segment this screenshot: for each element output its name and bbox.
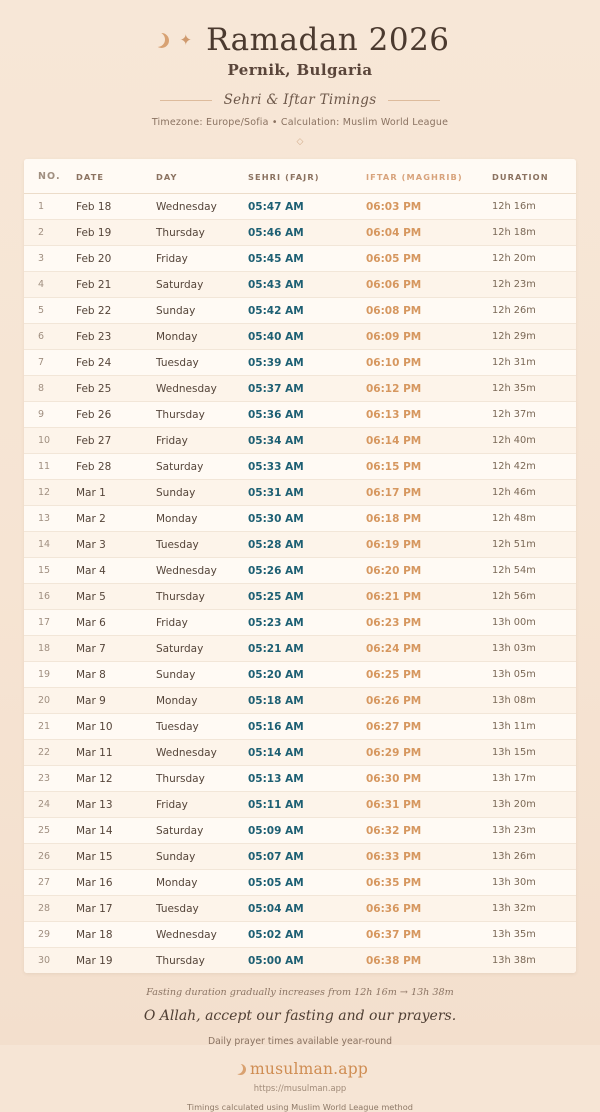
table-row — [24, 532, 576, 558]
cell-iftar: 06:33 PM — [366, 844, 492, 870]
table-row — [24, 714, 576, 740]
cell-day: Monday — [156, 506, 248, 532]
cell-date: Mar 7 — [76, 636, 156, 662]
column-header-iftar: IFTAR (MAGHRIB) — [366, 159, 492, 194]
crescent-moon-icon — [150, 32, 167, 49]
cell-iftar: 06:09 PM — [366, 324, 492, 350]
column-header-sehri: SEHRI (FAJR) — [248, 159, 366, 194]
cell-iftar: 06:06 PM — [366, 272, 492, 298]
table-row — [24, 558, 576, 584]
cell-no: 29 — [24, 922, 76, 948]
cell-day: Monday — [156, 870, 248, 896]
table-header-row — [24, 159, 576, 194]
page-title: Ramadan 2026 — [206, 22, 450, 58]
cell-day: Friday — [156, 428, 248, 454]
cell-iftar: 06:29 PM — [366, 740, 492, 766]
cell-sehri: 05:47 AM — [248, 194, 366, 220]
cell-date: Mar 18 — [76, 922, 156, 948]
cell-date: Mar 19 — [76, 954, 113, 967]
cell-no: 15 — [24, 558, 76, 584]
cell-no: 5 — [24, 298, 76, 324]
cell-sehri: 05:07 AM — [248, 844, 366, 870]
cell-iftar: 06:17 PM — [366, 480, 492, 506]
cell-sehri: 05:21 AM — [248, 636, 366, 662]
cell-date: Mar 10 — [76, 714, 156, 740]
cell-day: Wednesday — [156, 922, 248, 948]
cell-sehri: 05:04 AM — [248, 896, 366, 922]
cell-no: 21 — [24, 714, 76, 740]
cell-sehri: 05:33 AM — [248, 454, 366, 480]
cell-iftar: 06:03 PM — [366, 194, 492, 220]
cell-iftar: 06:13 PM — [366, 402, 492, 428]
cell-duration: 12h 54m — [492, 558, 576, 584]
cell-duration: 12h 40m — [492, 428, 576, 454]
cell-day: Tuesday — [156, 350, 248, 376]
cell-duration: 13h 03m — [492, 636, 576, 662]
cell-sehri: 05:39 AM — [248, 350, 366, 376]
cell-date: Feb 23 — [76, 324, 156, 350]
table-row — [24, 818, 576, 844]
cell-iftar: 06:18 PM — [366, 506, 492, 532]
cell-duration: 13h 00m — [492, 610, 576, 636]
cell-iftar: 06:14 PM — [366, 428, 492, 454]
cell-duration: 13h 30m — [492, 870, 576, 896]
cell-sehri: 05:36 AM — [248, 402, 366, 428]
brand-crescent-moon-icon — [232, 1063, 244, 1075]
cell-no: 4 — [24, 272, 76, 298]
cell-day: Saturday — [156, 636, 248, 662]
cell-date: Feb 22 — [76, 298, 156, 324]
cell-date: Mar 5 — [76, 584, 156, 610]
table-row — [24, 766, 576, 792]
cell-no: 6 — [24, 324, 76, 350]
table-row — [24, 350, 576, 376]
brand-name[interactable]: musulman.app — [250, 1060, 368, 1078]
table-row — [24, 896, 576, 922]
cell-sehri: 05:31 AM — [248, 480, 366, 506]
cell-sehri: 05:18 AM — [248, 688, 366, 714]
table-row — [24, 636, 576, 662]
cell-no: 13 — [24, 506, 76, 532]
cell-day: Wednesday — [156, 376, 248, 402]
cell-day: Friday — [156, 246, 248, 272]
cell-iftar: 06:32 PM — [366, 818, 492, 844]
cell-iftar: 06:23 PM — [366, 610, 492, 636]
cell-sehri: 05:37 AM — [248, 376, 366, 402]
cell-sehri: 05:00 AM — [248, 954, 304, 967]
cell-date: Feb 19 — [76, 220, 156, 246]
cell-duration: 13h 35m — [492, 922, 576, 948]
cell-day: Wednesday — [156, 740, 248, 766]
column-header-duration: DURATION — [492, 159, 576, 194]
cell-iftar: 06:12 PM — [366, 376, 492, 402]
cell-date: Mar 3 — [76, 532, 156, 558]
cell-date: Mar 11 — [76, 740, 156, 766]
cell-no: 22 — [24, 740, 76, 766]
table-row — [24, 740, 576, 766]
cell-date: Mar 16 — [76, 870, 156, 896]
column-header-no: NO. — [24, 159, 76, 194]
cell-day: Wednesday — [156, 558, 248, 584]
cell-no: 17 — [24, 610, 76, 636]
cell-day: Friday — [156, 792, 248, 818]
cell-sehri: 05:26 AM — [248, 558, 366, 584]
cell-date: Feb 24 — [76, 350, 156, 376]
cell-day: Sunday — [156, 844, 248, 870]
table-row — [24, 246, 576, 272]
divider-right — [388, 100, 440, 101]
cell-no: 16 — [24, 584, 76, 610]
cell-no: 12 — [24, 480, 76, 506]
section-label: Sehri & Iftar Timings — [223, 92, 377, 108]
cell-day: Thursday — [156, 584, 248, 610]
cell-date: Mar 4 — [76, 558, 156, 584]
cell-sehri: 05:02 AM — [248, 922, 366, 948]
cell-date: Feb 21 — [76, 272, 156, 298]
cell-no: 7 — [24, 350, 76, 376]
cell-duration: 13h 38m — [492, 955, 536, 966]
cell-sehri: 05:42 AM — [248, 298, 366, 324]
cell-date: Feb 18 — [76, 194, 156, 220]
cell-date: Mar 2 — [76, 506, 156, 532]
page-header — [0, 0, 600, 147]
cell-duration: 12h 26m — [492, 298, 576, 324]
cell-day: Saturday — [156, 454, 248, 480]
cell-sehri: 05:25 AM — [248, 584, 366, 610]
cell-iftar: 06:31 PM — [366, 792, 492, 818]
cell-iftar: 06:04 PM — [366, 220, 492, 246]
cell-no: 25 — [24, 818, 76, 844]
cell-duration: 12h 56m — [492, 584, 576, 610]
cell-sehri: 05:23 AM — [248, 610, 366, 636]
cell-day: Thursday — [156, 220, 248, 246]
star-icon: ✦ — [179, 30, 193, 49]
cell-duration: 12h 20m — [492, 246, 576, 272]
table-row — [24, 454, 576, 480]
table-row — [24, 792, 576, 818]
cell-iftar: 06:15 PM — [366, 454, 492, 480]
table-row — [24, 298, 576, 324]
cell-day: Sunday — [156, 298, 248, 324]
cell-no: 28 — [24, 896, 76, 922]
cell-iftar: 06:27 PM — [366, 714, 492, 740]
cell-no: 26 — [24, 844, 76, 870]
title-row — [0, 22, 600, 58]
cell-day: Thursday — [156, 402, 248, 428]
cell-iftar: 06:35 PM — [366, 870, 492, 896]
cell-iftar: 06:19 PM — [366, 532, 492, 558]
table-row — [24, 584, 576, 610]
cell-duration: 12h 31m — [492, 350, 576, 376]
cell-day: Tuesday — [156, 532, 248, 558]
cell-date: Mar 15 — [76, 844, 156, 870]
cell-duration: 12h 23m — [492, 272, 576, 298]
section-label-row — [0, 92, 600, 108]
cell-sehri: 05:20 AM — [248, 662, 366, 688]
cell-duration: 12h 18m — [492, 220, 576, 246]
cell-no: 27 — [24, 870, 76, 896]
cell-sehri: 05:14 AM — [248, 740, 366, 766]
page-footer — [0, 987, 600, 1112]
cell-duration: 13h 23m — [492, 818, 576, 844]
cell-day: Monday — [156, 324, 248, 350]
cell-day: Tuesday — [156, 714, 248, 740]
diamond-ornament-icon: ◇ — [296, 137, 304, 147]
cell-iftar: 06:38 PM — [366, 954, 422, 967]
cell-duration: 12h 46m — [492, 480, 576, 506]
cell-duration: 12h 48m — [492, 506, 576, 532]
cell-duration: 13h 20m — [492, 792, 576, 818]
cell-sehri: 05:46 AM — [248, 220, 366, 246]
cell-duration: 12h 35m — [492, 376, 576, 402]
cell-day: Thursday — [156, 766, 248, 792]
table-row — [24, 272, 576, 298]
cell-iftar: 06:26 PM — [366, 688, 492, 714]
cell-duration: 13h 17m — [492, 766, 576, 792]
cell-iftar: 06:10 PM — [366, 350, 492, 376]
divider-left — [160, 100, 212, 101]
cell-day: Sunday — [156, 480, 248, 506]
cell-no: 19 — [24, 662, 76, 688]
cell-duration: 13h 32m — [492, 896, 576, 922]
table-row — [24, 870, 576, 896]
table-header — [24, 159, 576, 194]
cell-duration: 13h 26m — [492, 844, 576, 870]
cell-no: 1 — [24, 194, 76, 220]
brand-url[interactable]: https://musulman.app — [253, 1083, 347, 1093]
cell-date: Feb 25 — [76, 376, 156, 402]
table-row — [24, 506, 576, 532]
cell-day: Tuesday — [156, 896, 248, 922]
table-row — [24, 324, 576, 350]
cell-no: 11 — [24, 454, 76, 480]
cell-duration: 12h 16m — [492, 194, 576, 220]
cell-duration: 13h 11m — [492, 714, 576, 740]
cell-duration: 12h 37m — [492, 402, 576, 428]
cell-no: 2 — [24, 220, 76, 246]
cell-sehri: 05:05 AM — [248, 870, 366, 896]
cell-date: Mar 9 — [76, 688, 156, 714]
table-row — [24, 948, 576, 974]
cell-duration: 13h 15m — [492, 740, 576, 766]
timezone-calculation-meta: Timezone: Europe/Sofia • Calculation: Muslim World League — [151, 117, 449, 128]
table-row — [24, 220, 576, 246]
cell-date: Mar 13 — [76, 792, 156, 818]
cell-no: 10 — [24, 428, 76, 454]
cell-day: Saturday — [156, 272, 248, 298]
cell-sehri: 05:40 AM — [248, 324, 366, 350]
cell-day: Saturday — [156, 818, 248, 844]
location-subtitle: Pernik, Bulgaria — [227, 61, 373, 79]
cell-iftar: 06:30 PM — [366, 766, 492, 792]
cell-sehri: 05:34 AM — [248, 428, 366, 454]
cell-sehri: 05:45 AM — [248, 246, 366, 272]
cell-date: Feb 20 — [76, 246, 156, 272]
cell-sehri: 05:13 AM — [248, 766, 366, 792]
column-header-date: DATE — [76, 159, 156, 194]
cell-duration: 12h 51m — [492, 532, 576, 558]
cell-no: 3 — [24, 246, 76, 272]
cell-iftar: 06:20 PM — [366, 558, 492, 584]
cell-day: Sunday — [156, 662, 248, 688]
dua-text: O Allah, accept our fasting and our prayers. — [143, 1008, 457, 1024]
cell-sehri: 05:43 AM — [248, 272, 366, 298]
table-row — [24, 428, 576, 454]
cell-no: 18 — [24, 636, 76, 662]
cell-no: 14 — [24, 532, 76, 558]
cell-day: Monday — [156, 688, 248, 714]
cell-sehri: 05:28 AM — [248, 532, 366, 558]
cell-date: Feb 28 — [76, 454, 156, 480]
cell-date: Mar 17 — [76, 896, 156, 922]
timings-table — [24, 159, 576, 973]
cell-duration: 13h 08m — [492, 688, 576, 714]
daily-note: Daily prayer times available year-round — [207, 1036, 393, 1047]
cell-duration: 12h 42m — [492, 454, 576, 480]
calculation-method-note: Timings calculated using Muslim World League method — [187, 1102, 413, 1112]
cell-sehri: 05:30 AM — [248, 506, 366, 532]
timings-table-container — [24, 159, 576, 973]
cell-no: 20 — [24, 688, 76, 714]
brand-row[interactable] — [0, 1060, 600, 1078]
table-row — [24, 688, 576, 714]
cell-iftar: 06:05 PM — [366, 246, 492, 272]
cell-date: Mar 6 — [76, 610, 156, 636]
cell-date: Feb 27 — [76, 428, 156, 454]
cell-no: 24 — [24, 792, 76, 818]
cell-sehri: 05:11 AM — [248, 792, 366, 818]
table-row — [24, 480, 576, 506]
cell-iftar: 06:08 PM — [366, 298, 492, 324]
table-row — [24, 194, 576, 220]
cell-iftar: 06:37 PM — [366, 922, 492, 948]
table-row — [24, 844, 576, 870]
cell-iftar: 06:21 PM — [366, 584, 492, 610]
table-body — [24, 194, 576, 974]
cell-no: 30 — [38, 955, 51, 966]
table-row — [24, 922, 576, 948]
cell-date: Mar 8 — [76, 662, 156, 688]
table-row — [24, 662, 576, 688]
cell-date: Feb 26 — [76, 402, 156, 428]
cell-sehri: 05:09 AM — [248, 818, 366, 844]
duration-note: Fasting duration gradually increases from 12h 16m → 13h 38m — [146, 987, 454, 998]
cell-iftar: 06:25 PM — [366, 662, 492, 688]
cell-no: 8 — [24, 376, 76, 402]
cell-date: Mar 12 — [76, 766, 156, 792]
table-row — [24, 402, 576, 428]
cell-no: 23 — [24, 766, 76, 792]
cell-iftar: 06:36 PM — [366, 896, 492, 922]
cell-duration: 13h 05m — [492, 662, 576, 688]
cell-day: Friday — [156, 610, 248, 636]
table-row — [24, 376, 576, 402]
cell-date: Mar 1 — [76, 480, 156, 506]
cell-day: Wednesday — [156, 194, 248, 220]
cell-sehri: 05:16 AM — [248, 714, 366, 740]
cell-day: Thursday — [156, 954, 205, 967]
cell-duration: 12h 29m — [492, 324, 576, 350]
cell-date: Mar 14 — [76, 818, 156, 844]
cell-iftar: 06:24 PM — [366, 636, 492, 662]
cell-no: 9 — [24, 402, 76, 428]
column-header-day: DAY — [156, 159, 248, 194]
table-row — [24, 610, 576, 636]
